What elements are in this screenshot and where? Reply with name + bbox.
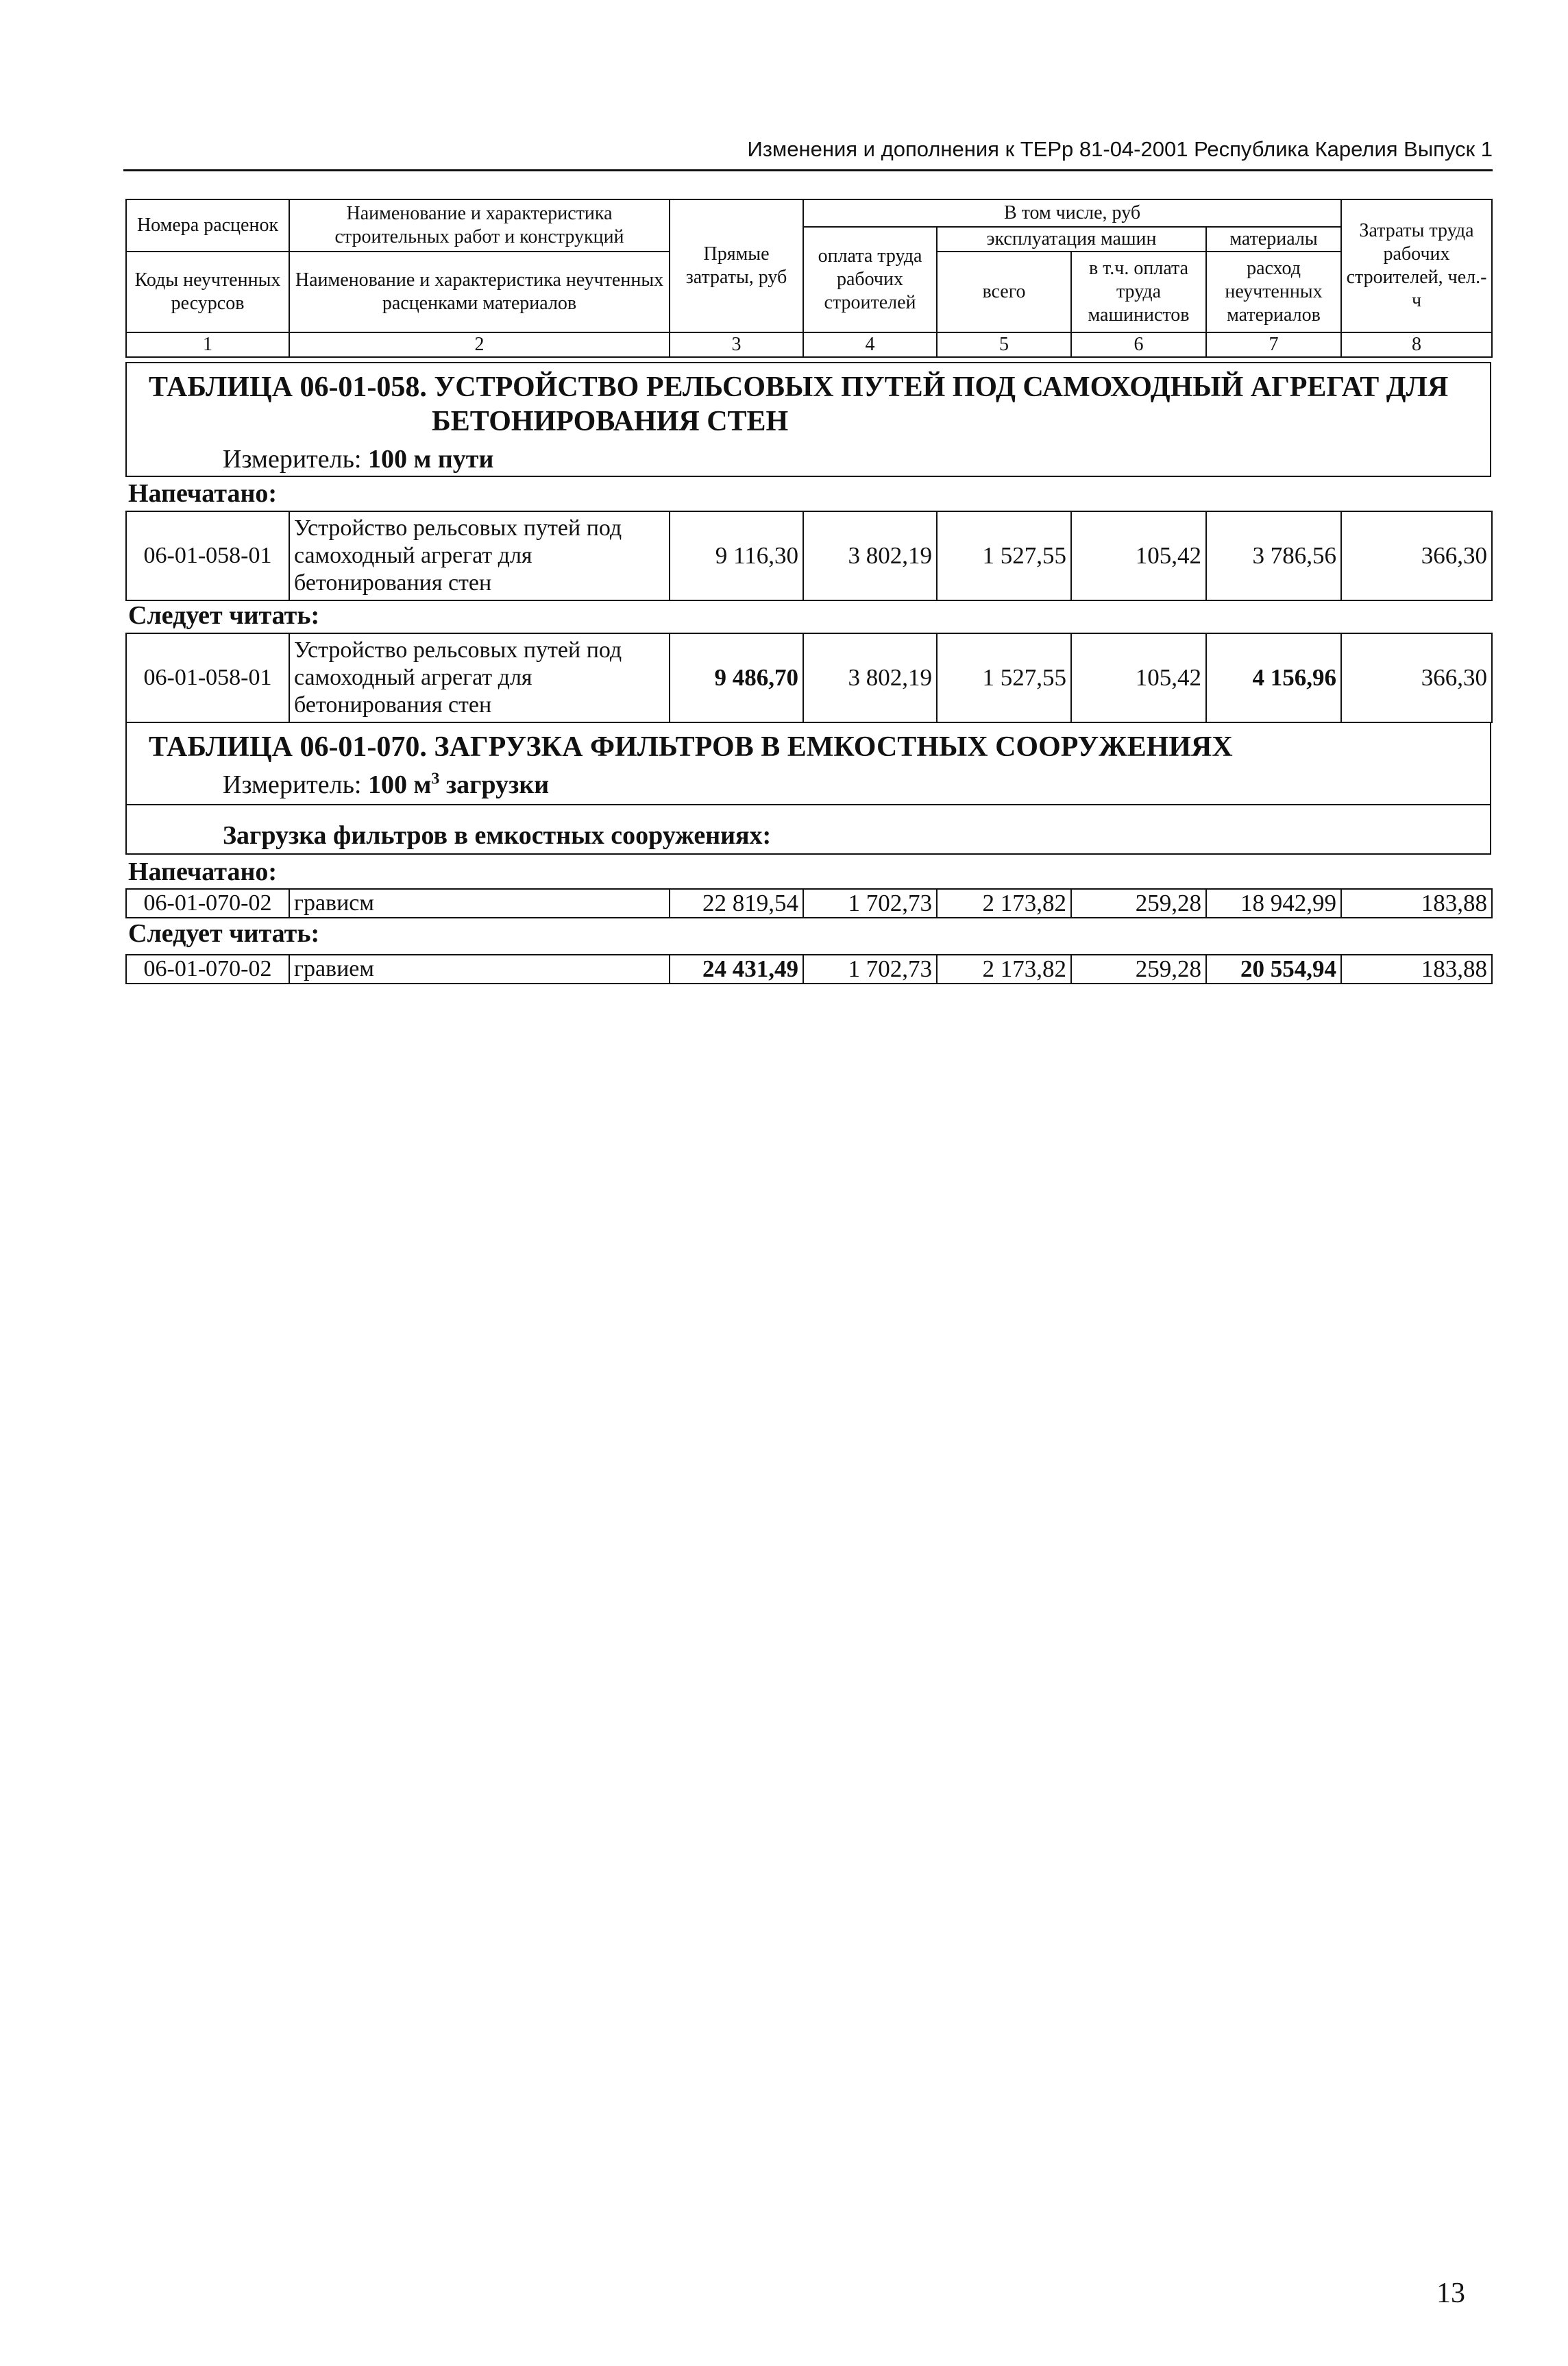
direct-costs: 24 431,49	[670, 955, 803, 984]
materials-value: 3 786,56	[1206, 511, 1341, 600]
materials-value: 20 554,94	[1206, 955, 1341, 984]
meter-label: Измеритель:	[223, 445, 368, 474]
rate-code: 06-01-058-01	[126, 511, 289, 600]
section2-title-box	[125, 722, 1491, 805]
wages: 3 802,19	[803, 633, 937, 722]
materials-header: материалы	[1206, 227, 1341, 252]
col2-header-top: Наименование и характеристика строительных работ и конструкций	[289, 199, 670, 252]
machines-header: эксплуатация машин	[937, 227, 1206, 252]
col-number: 2	[289, 332, 670, 357]
direct-costs: 9 116,30	[670, 511, 803, 600]
labor-hours: 366,30	[1341, 633, 1492, 722]
table-row	[126, 633, 1492, 722]
machinist-wages: 259,28	[1071, 889, 1206, 918]
section1-printed-row-table	[125, 511, 1493, 601]
section2-meter	[223, 770, 549, 800]
materials-value: 18 942,99	[1206, 889, 1341, 918]
col2-header-bottom: Наименование и характеристика неучтенных расценками материалов	[289, 252, 670, 332]
direct-costs: 9 486,70	[670, 633, 803, 722]
running-title: Изменения и дополнения к ТЕРр 81-04-2001 Республика Карелия Выпуск 1	[123, 136, 1493, 171]
rate-name: гравием	[289, 955, 670, 984]
rate-name: Устройство рельсовых путей под самоходный агрегат для бетонирования стен	[289, 511, 670, 600]
table-row	[126, 955, 1492, 984]
rate-code: 06-01-070-02	[126, 955, 289, 984]
section2-printed-row-table	[125, 888, 1493, 918]
section1-read-label: Следует читать:	[128, 601, 320, 630]
table-row	[126, 889, 1492, 918]
col1-header-bottom: Коды неучтенных ресурсов	[126, 252, 289, 332]
col1-header-top: Номера расценок	[126, 199, 289, 252]
section1-title-line2: БЕТОНИРОВАНИЯ СТЕН	[432, 406, 789, 437]
meter-exponent: 3	[431, 770, 440, 788]
wages: 1 702,73	[803, 889, 937, 918]
labor-hours: 183,88	[1341, 955, 1492, 984]
labor-hours: 366,30	[1341, 511, 1492, 600]
col8-header: Затраты труда рабочих строителей, чел.-ч	[1341, 199, 1492, 332]
section1-title-box	[125, 362, 1491, 477]
col6-header: в т.ч. оплата труда машинистов	[1071, 252, 1206, 332]
col5-header: всего	[937, 252, 1071, 332]
meter-tail: загрузки	[439, 770, 550, 799]
machines-total: 1 527,55	[937, 633, 1071, 722]
col-number: 5	[937, 332, 1071, 357]
col7-header: расход неучтенных материалов	[1206, 252, 1341, 332]
meter-label: Измеритель:	[223, 770, 368, 799]
wages: 3 802,19	[803, 511, 937, 600]
section2-subtitle-box	[125, 804, 1491, 855]
rate-name: Устройство рельсовых путей под самоходный агрегат для бетонирования стен	[289, 633, 670, 722]
page-number: 13	[1436, 2278, 1465, 2309]
section2-read-label: Следует читать:	[128, 919, 320, 948]
section2-printed-label: Напечатано:	[128, 857, 277, 886]
section2-subtitle: Загрузка фильтров в емкостных сооружениях:	[223, 821, 772, 850]
column-numbers-row	[126, 332, 1492, 357]
meter-value: 100 м пути	[368, 445, 494, 474]
section1-title-line1: ТАБЛИЦА 06-01-058. УСТРОЙСТВО РЕЛЬСОВЫХ ПУТЕЙ ПОД САМОХОДНЫЙ АГРЕГАТ ДЛЯ	[149, 371, 1449, 403]
rate-code: 06-01-058-01	[126, 633, 289, 722]
col3-header: Прямые затраты, руб	[670, 199, 803, 332]
col-number: 3	[670, 332, 803, 357]
col-number: 4	[803, 332, 937, 357]
column-header-table	[125, 199, 1493, 358]
machines-total: 1 527,55	[937, 511, 1071, 600]
col-number: 6	[1071, 332, 1206, 357]
section2-read-row-table	[125, 954, 1493, 984]
machinist-wages: 259,28	[1071, 955, 1206, 984]
machinist-wages: 105,42	[1071, 511, 1206, 600]
section1-read-row-table	[125, 633, 1493, 723]
materials-value: 4 156,96	[1206, 633, 1341, 722]
table-row	[126, 511, 1492, 600]
machines-total: 2 173,82	[937, 889, 1071, 918]
labor-hours: 183,88	[1341, 889, 1492, 918]
section1-printed-label: Напечатано:	[128, 479, 277, 508]
col-number: 7	[1206, 332, 1341, 357]
col4-header: оплата труда рабочих строителей	[803, 227, 937, 332]
rate-code: 06-01-070-02	[126, 889, 289, 918]
rate-name: грависм	[289, 889, 670, 918]
col-number: 1	[126, 332, 289, 357]
wages: 1 702,73	[803, 955, 937, 984]
meter-value: 100 м	[368, 770, 432, 799]
machinist-wages: 105,42	[1071, 633, 1206, 722]
direct-costs: 22 819,54	[670, 889, 803, 918]
section2-title: ТАБЛИЦА 06-01-070. ЗАГРУЗКА ФИЛЬТРОВ В ЕМКОСТНЫХ СООРУЖЕНИЯХ	[149, 731, 1233, 763]
machines-total: 2 173,82	[937, 955, 1071, 984]
group-header: В том числе, руб	[803, 199, 1341, 227]
col-number: 8	[1341, 332, 1492, 357]
section1-meter	[223, 444, 493, 474]
